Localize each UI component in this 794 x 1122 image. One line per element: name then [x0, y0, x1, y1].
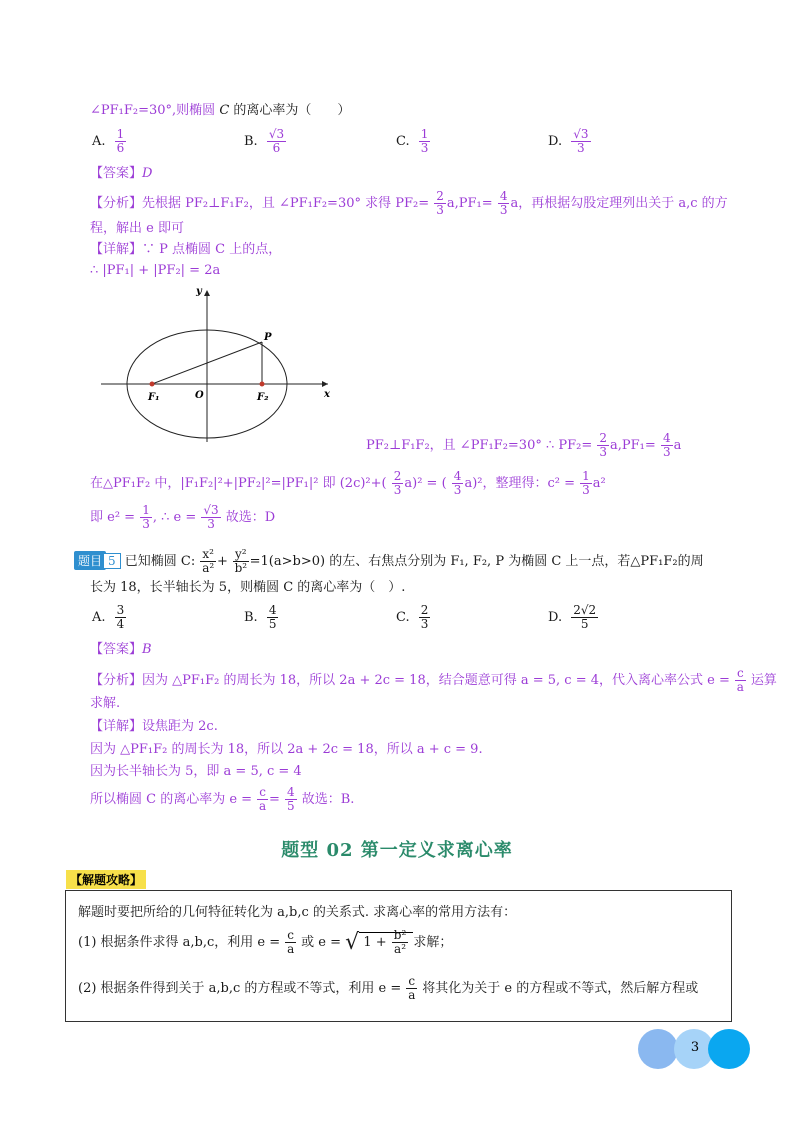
q4-answer: 【答案】D — [90, 166, 153, 181]
label-o: O — [195, 390, 204, 401]
label-y: y — [196, 286, 202, 297]
q5-tag: 题目 — [74, 551, 106, 570]
q4-detail-line2: ∴ |PF₁| + |PF₂| = 2a — [90, 263, 221, 278]
tips-box — [65, 890, 732, 1022]
q5-analysis-line1: 【分析】因为 △PF₁F₂ 的周长为 18，所以 2a + 2c = 18，结合题意可得 a = 5, c = 4，代入离心率公式 e = $\frac{c}{a}$ 运算 — [90, 666, 777, 694]
label-p: P — [264, 332, 272, 343]
tips-tag: 【解题攻略】 — [66, 870, 146, 889]
q4-analysis-line1: 【分析】先根据 PF₂⊥F₁F₂，且 ∠PF₁F₂=30° 求得 PF₂= $\frac{2}{3}$ a,PF₁= $\frac{4}{3}$ a，再根据勾股定理列出关于 a,c 的方 — [90, 189, 728, 217]
x-axis-arrow — [322, 381, 328, 387]
tips-line3: (2) 根据条件得到关于 a,b,c 的方程或不等式，利用 e = $\frac{c}{a}$ 将其化为关于 e 的方程或不等式，然后解方程或 — [78, 974, 699, 1002]
y-axis-arrow — [204, 290, 210, 296]
q5-option-a: A. $\frac{3}{4}$ — [92, 603, 125, 631]
q4-option-a: A. $\frac{1}{6}$ — [92, 127, 125, 155]
q4-stem-c: C — [219, 103, 230, 118]
q4-conclusion: 即 e² = $\frac{1}{3}$ , ∴ e = $\frac{√3}{3}$ 故选：D — [90, 503, 276, 531]
q4-stem-end: 的离心率为（ ） — [233, 103, 351, 118]
tips-line1: 解题时要把所给的几何特征转化为 a,b,c 的关系式. 求离心率的常用方法有： — [78, 905, 517, 920]
page-circle-right — [708, 1029, 750, 1069]
q4-stem — [90, 102, 350, 120]
q5-answer: 【答案】B — [90, 642, 152, 657]
page-circle-left — [638, 1029, 678, 1069]
label-x: x — [324, 389, 330, 400]
sqrt-icon: √ — [345, 930, 360, 955]
q4-equation: 在△PF₁F₂ 中，|F₁F₂|²+|PF₂|²=|PF₁|² 即 (2c)²+( $\frac{2}{3}$ a)² = ( $\frac{4}{3}$ a)²，整理得：c² = $\frac{1}{3}$ a² — [90, 469, 606, 497]
q5-detail-line1: 【详解】设焦距为 2c. — [90, 719, 218, 734]
q4-stem-tail: ∠PF₁F₂=30°,则椭圆 — [90, 103, 216, 118]
q5-option-c: C. $\frac{2}{3}$ — [396, 603, 429, 631]
q5-option-b: B. $\frac{4}{5}$ — [244, 603, 277, 631]
q5-detail-line3: 因为长半轴长为 5，即 a = 5, c = 4 — [90, 764, 302, 779]
q5-detail-line2: 因为 △PF₁F₂ 的周长为 18，所以 2a + 2c = 18，所以 a + c = 9. — [90, 742, 483, 757]
tips-line2: (1) 根据条件求得 a,b,c，利用 e = $\frac{c}{a}$ 或 e = √ 1 + $\frac{\text{b²}}{\text{a²}}$ 求解； — [78, 928, 453, 956]
label-f1: F₁ — [148, 392, 160, 403]
label-f2: F₂ — [257, 392, 269, 403]
page-number: 3 — [690, 1040, 700, 1055]
q4-option-b: B. $\frac{√3}{6}$ — [244, 127, 285, 155]
point-f1 — [150, 382, 155, 387]
point-f2 — [260, 382, 265, 387]
q5-option-d: D. $\frac{2√2}{5}$ — [548, 603, 597, 631]
q4-analysis-line2: 程，解出 e 即可 — [90, 221, 184, 236]
q5-number: 5 — [103, 553, 121, 569]
ellipse-figure — [96, 282, 346, 452]
q4-after-figure: PF₂⊥F₁F₂，且 ∠PF₁F₂=30° ∴ PF₂= $\frac{2}{3}$ a,PF₁= $\frac{4}{3}$ a — [366, 431, 682, 459]
q4-detail-line1: 【详解】∵ P 点椭圆 C 上的点， — [90, 242, 282, 257]
q4-option-d: D. $\frac{√3}{3}$ — [548, 127, 589, 155]
section-title: 题型 02 第一定义求离心率 — [281, 840, 513, 861]
q5-stem-line1: 题目 5 已知椭圆 C: $\frac{\text{x²}}{\text{a²}}$ + $\frac{\text{y²}}{\text{b²}}$ =1(a>b>0) 的左、右焦点分别为 F₁, F₂, P 为椭圆 C 上一点，若△PF₁F₂的周 — [74, 548, 704, 575]
q5-stem-line2: 长为 18，长半轴长为 5，则椭圆 C 的离心率为（ ）. — [90, 580, 406, 595]
q5-detail-line4: 所以椭圆 C 的离心率为 e = $\frac{c}{a}$ = $\frac{4}{5}$ 故选：B. — [90, 785, 355, 813]
q5-analysis-line2: 求解. — [90, 696, 121, 711]
q4-option-c: C. $\frac{1}{3}$ — [396, 127, 429, 155]
